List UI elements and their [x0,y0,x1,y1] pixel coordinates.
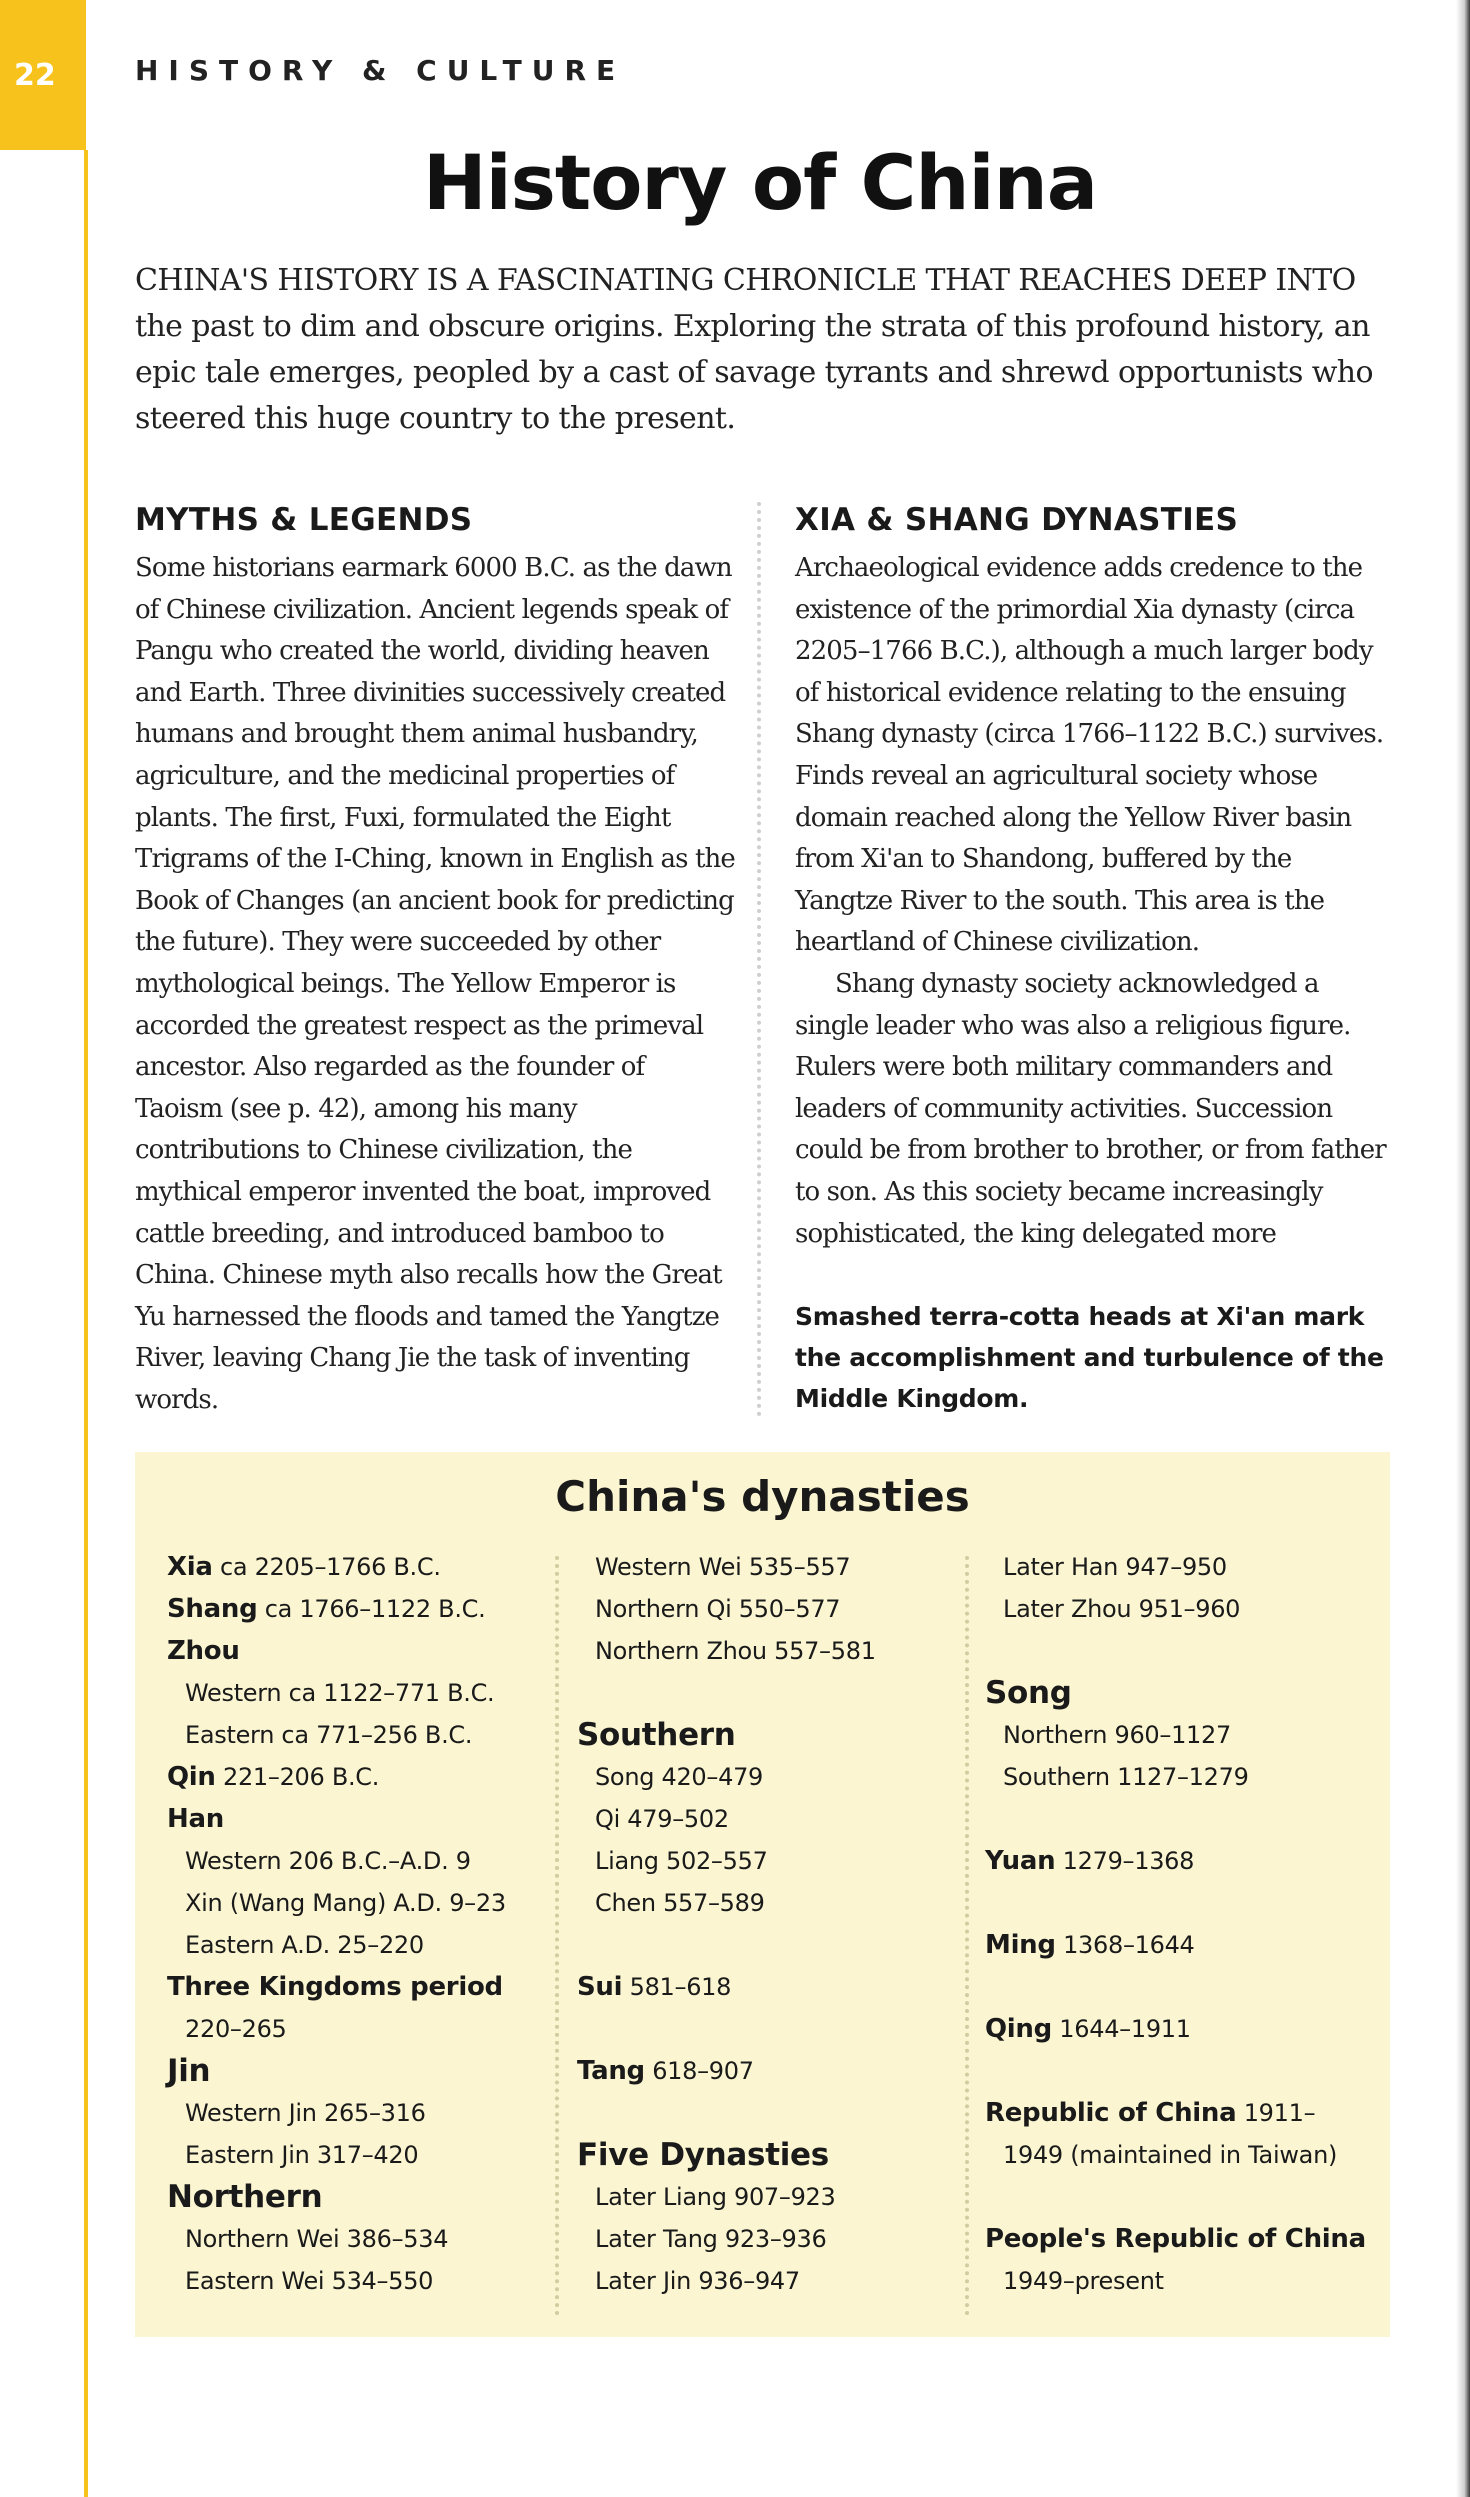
dynasty-name: Qin [167,1762,216,1792]
dynasty-subentry: Northern Zhou 557–581 [595,1637,876,1665]
dynasty-dates: 581–618 [629,1973,732,2001]
section-label: HISTORY & CULTURE [135,54,626,87]
dynasty-entry [167,1588,557,1630]
dynasty-entry [985,1924,1375,1966]
dynasties-box [135,1452,1390,2337]
dynasty-name: Tang [577,2056,645,2086]
dynasties-column-2 [577,1546,967,2302]
dynasty-subentry: Later Zhou 951–960 [1003,1595,1241,1623]
dynasty-entry [577,2050,967,2092]
dynasty-group-heading: Song [985,1675,1072,1711]
dynasty-dates: 1368–1644 [1063,1931,1195,1959]
dynasty-subentry: 1949 (maintained in Taiwan) [1003,2141,1338,2169]
dynasty-subentry: Northern Qi 550–577 [595,1595,841,1623]
dynasty-name: Yuan [985,1846,1056,1876]
dynasty-subentry: Western ca 1122–771 B.C. [185,1679,495,1707]
dynasty-dates: 618–907 [652,2057,754,2085]
dynasty-subentry: Later Han 947–950 [1003,1553,1227,1581]
dynasty-subentry: Chen 557–589 [595,1889,765,1917]
dynasty-subentry: Western Jin 265–316 [185,2099,426,2127]
dynasty-subentry: Northern 960–1127 [1003,1721,1231,1749]
dynasty-entry [167,1630,557,1672]
spacer [985,2176,1375,2218]
dynasty-name: People's Republic of China [985,2224,1366,2254]
dynasty-name: Republic of China [985,2098,1237,2128]
dynasty-entry [985,2092,1375,2134]
spacer [985,1798,1375,1840]
dynasty-subentry: Western Wei 535–557 [595,1553,851,1581]
dynasty-dates: 1279–1368 [1062,1847,1195,1875]
dynasty-dates: 1644–1911 [1059,2015,1191,2043]
dynasty-subentry: Xin (Wang Mang) A.D. 9–23 [185,1889,506,1917]
spacer [577,2092,967,2134]
spacer [577,2008,967,2050]
dynasty-subentry: 220–265 [185,2015,287,2043]
dynasty-name: Sui [577,1972,623,2002]
dynasty-entry [167,1546,557,1588]
dynasty-group-heading: Southern [577,1717,736,1753]
dynasty-subentry: Northern Wei 386–534 [185,2225,449,2253]
dynasty-subentry: Later Liang 907–923 [595,2183,836,2211]
dynasties-title: China's dynasties [555,1472,970,1521]
dynasty-subentry: Eastern ca 771–256 B.C. [185,1721,473,1749]
spacer [985,1630,1375,1672]
spacer [577,1924,967,1966]
page-number: 22 [14,58,56,93]
page-title: History of China [423,138,1097,227]
dynasty-entry [985,2008,1375,2050]
left-margin-bar [0,0,86,2497]
dynasty-subentry: Later Tang 923–936 [595,2225,827,2253]
dynasty-name: Qing [985,2014,1052,2044]
dynasty-dates: ca 2205–1766 B.C. [219,1553,441,1581]
xia-shang-paragraph-2: Shang dynasty society acknowledged a single leader who was also a religious figure. Rulers were both military commanders and leaders of community activities. Succession could be from brother to brother, or from father to son. As this society became increasingly sophisticated, the king delegated more [795,968,1386,1249]
dynasty-entry [985,2218,1375,2260]
dynasty-name: Xia [167,1552,213,1582]
dynasty-name: Three Kingdoms period [167,1972,503,2002]
xia-shang-paragraph-1: Archaeological evidence adds credence to the existence of the primordial Xia dynasty (circa 2205–1766 B.C.), although a much larger body of historical evidence relating to the ensuing Shang dynasty (circa 1766–1122 B.C.) survives. Finds reveal an agricultural society whose domain reached along the Yellow River basin from Xi'an to Shandong, buffered by the Yangtze River to the south. This area is the heartland of Chinese civilization. [795,553,1384,958]
myths-legends-column [135,498,735,1421]
dynasty-entry [577,1966,967,2008]
dynasty-subentry: Later Jin 936–947 [595,2267,800,2295]
dynasty-subentry: 1949–present [1003,2267,1164,2295]
dynasty-entry [167,1798,557,1840]
dynasty-group-heading: Five Dynasties [577,2137,829,2173]
dynasty-subentry: Qi 479–502 [595,1805,729,1833]
spacer [577,1672,967,1714]
dynasty-name: Ming [985,1930,1056,1960]
dynasty-entry [167,1756,557,1798]
dynasties-column-1 [167,1546,557,2302]
dynasty-subentry: Eastern Jin 317–420 [185,2141,419,2169]
dynasty-dates: 1911– [1243,2099,1316,2127]
dynasty-entry [985,1840,1375,1882]
column-divider [757,502,761,1417]
page-edge-shadow [1456,0,1470,2497]
myths-heading: MYTHS & LEGENDS [135,502,473,538]
spacer [985,1966,1375,2008]
dynasty-subentry: Southern 1127–1279 [1003,1763,1249,1791]
dynasties-column-3 [985,1546,1375,2302]
xia-shang-column [795,498,1395,1255]
margin-rule [84,150,88,2497]
dynasty-subentry: Eastern A.D. 25–220 [185,1931,424,1959]
spacer [985,1882,1375,1924]
dynasty-subentry: Song 420–479 [595,1763,764,1791]
dynasty-group-heading: Jin [167,2053,211,2089]
intro-paragraph: CHINA'S HISTORY IS A FASCINATING CHRONICLE THAT REACHES DEEP INTO the past to dim and obscure origins. Exploring the strata of this profound history, an epic tale emerges, peopled by a cast of savage tyrants and shrewd opportunists who steered this huge country to the present. [135,263,1373,436]
dynasty-name: Han [167,1804,224,1834]
dynasty-name: Zhou [167,1636,240,1666]
dynasty-subentry: Eastern Wei 534–550 [185,2267,434,2295]
dynasty-subentry: Liang 502–557 [595,1847,768,1875]
dynasty-entry [167,1966,557,2008]
dynasty-group-heading: Northern [167,2179,323,2215]
dynasty-dates: ca 1766–1122 B.C. [264,1595,486,1623]
xia-shang-heading: XIA & SHANG DYNASTIES [795,502,1239,538]
spacer [985,2050,1375,2092]
dynasty-subentry: Western 206 B.C.–A.D. 9 [185,1847,471,1875]
photo-caption: Smashed terra-cotta heads at Xi'an mark the accomplishment and turbulence of the Middle Kingdom. [795,1302,1384,1413]
myths-text: Some historians earmark 6000 B.C. as the dawn of Chinese civilization. Ancient legends speak of Pangu who created the world, dividing heaven and Earth. Three divinities successively created humans and brought them animal husbandry, agriculture, and the medicinal properties of plants. The first, Fuxi, formulated the Eight Trigrams of the I-Ching, known in English as the Book of Changes (an ancient book for predicting the future). They were succeeded by other mythological beings. The Yellow Emperor is accorded the greatest respect as the primeval ancestor. Also regarded as the founder of Taoism (see p. 42), among his many contributions to Chinese civilization, the mythical emperor invented the boat, improved cattle breeding, and introduced bamboo to China. Chinese myth also recalls how the Great Yu harnessed the floods and tamed the Yangtze River, leaving Chang Jie the task of inventing words. [135,553,735,1415]
dynasty-name: Shang [167,1594,258,1624]
dynasty-dates: 221–206 B.C. [222,1763,380,1791]
